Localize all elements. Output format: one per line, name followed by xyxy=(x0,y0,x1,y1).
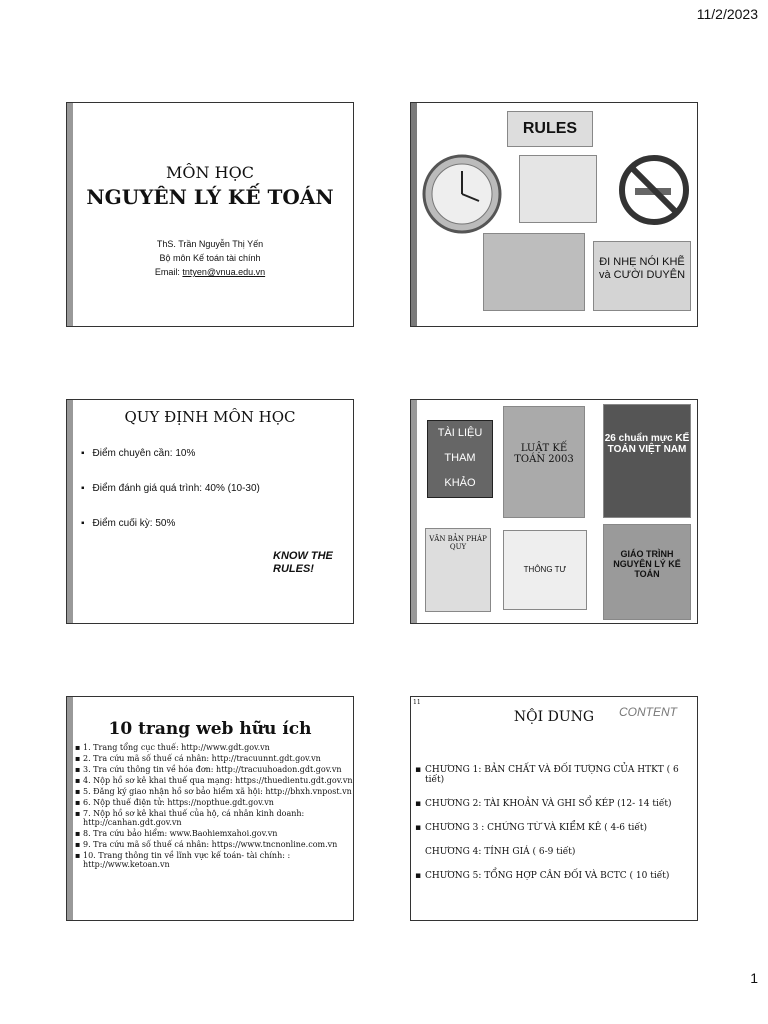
email-link[interactable]: tntyen@vnua.edu.vn xyxy=(182,267,266,277)
slide-title: QUY ĐỊNH MÔN HỌC xyxy=(124,408,296,426)
book-stack-image: VĂN BẢN PHÁP QUY xyxy=(425,528,491,612)
list-item: ▪ 4. Nộp hồ sơ kê khai thuế qua mạng: https://thuedientu.gdt.gov.vn xyxy=(75,776,353,785)
no-smoking-icon xyxy=(617,153,691,227)
course-title: NGUYÊN LÝ KẾ TOÁN xyxy=(86,185,334,209)
book-cover-circular: THÔNG TƯ xyxy=(503,530,587,610)
list-item: ▪ 10. Trang thông tin về lĩnh vực kế toán- tài chính: : http://www.ketoan.vn xyxy=(75,851,353,869)
slide-side-bar xyxy=(67,103,73,326)
slide-side-bar xyxy=(411,400,417,623)
book-cover-accounting-law: LUẬT KẾ TOÁN 2003 xyxy=(503,406,585,518)
slide-useful-websites xyxy=(66,696,354,921)
slide-number: 11 xyxy=(413,699,421,706)
list-item: ▪ 1. Trang tổng cục thuế: http://www.gdt.gov.vn xyxy=(75,743,353,752)
book-cover-textbook: GIÁO TRÌNH NGUYÊN LÝ KẾ TOÁN xyxy=(603,524,691,620)
websites-list xyxy=(75,743,353,871)
slide-title xyxy=(66,102,354,327)
list-item: ▪ Điểm đánh giá quá trình: 40% (10-30) xyxy=(81,483,260,494)
box-line: THAM xyxy=(444,452,476,464)
slide-contents xyxy=(410,696,698,921)
box-line: KHẢO xyxy=(444,477,476,489)
slide-rules-images xyxy=(410,102,698,327)
list-item: ▪ 3. Tra cứu thông tin về hóa đơn: http://tracuuhoadon.gdt.gov.vn xyxy=(75,765,353,774)
email-label: Email: xyxy=(154,267,183,277)
clock-image xyxy=(421,153,503,235)
list-item: ▪ Điểm chuyên cần: 10% xyxy=(81,448,260,459)
list-item: ▪ Điểm cuối kỳ: 50% xyxy=(81,518,260,529)
know-the-rules-image: KNOW THE RULES! xyxy=(273,550,333,575)
list-item: ▪ CHƯƠNG 5: TỔNG HỢP CÂN ĐỐI VÀ BCTC ( 10 tiết) xyxy=(415,871,697,881)
box-line: TÀI LIỆU xyxy=(437,427,483,439)
book-cover-26-standards: 26 chuẩn mực KẾ TOÁN VIỆT NAM xyxy=(603,404,691,518)
list-item: CHƯƠNG 4: TÍNH GIÁ ( 6-9 tiết) xyxy=(425,847,576,857)
course-subtitle: MÔN HỌC xyxy=(166,163,254,182)
students-image xyxy=(483,233,585,311)
list-item: ▪ CHƯƠNG 3 : CHỨNG TỪ VÀ KIỂM KÊ ( 4-6 tiết) xyxy=(415,823,697,833)
slide-title: NỘI DUNG xyxy=(513,709,595,725)
grading-list xyxy=(81,448,260,553)
references-box xyxy=(427,420,493,498)
lecturer-name: ThS. Trần Nguyễn Thị Yến xyxy=(156,239,264,249)
list-item: ▪ 7. Nộp hồ sơ kê khai thuế của hộ, cá nhân kinh doanh: http://canhan.gdt.gov.vn xyxy=(75,809,353,827)
slide-title: 10 trang web hữu ích xyxy=(108,719,312,739)
slide-side-bar xyxy=(67,400,73,623)
print-date: 11/2/2023 xyxy=(696,6,758,22)
chapters-list xyxy=(415,765,697,895)
page-number: 1 xyxy=(750,970,758,986)
email-line xyxy=(67,265,353,279)
list-item: ▪ 2. Tra cứu mã số thuế cá nhân: http://tracuunnt.gdt.gov.vn xyxy=(75,754,353,763)
slide-course-rules xyxy=(66,399,354,624)
list-item: ▪ 6. Nộp thuế điện tử: https://nopthue.gdt.gov.vn xyxy=(75,798,353,807)
slide-side-bar xyxy=(411,103,417,326)
list-item: ▪ 9. Tra cứu mã số thuế cá nhân: https://www.tncnonline.com.vn xyxy=(75,840,353,849)
content-image: CONTENT xyxy=(619,705,677,719)
rules-image: RULES xyxy=(507,111,593,147)
department: Bộ môn Kế toán tài chính xyxy=(159,253,261,263)
list-item: ▪ 5. Đăng ký giao nhận hồ sơ bảo hiểm xã hội: http://bhxh.vnpost.vn xyxy=(75,787,353,796)
slide-references xyxy=(410,399,698,624)
lecturer-info xyxy=(67,237,353,279)
no-signs-image xyxy=(519,155,597,223)
list-item: ▪ 8. Tra cứu bảo hiểm: www.Baohiemxahoi.gov.vn xyxy=(75,829,353,838)
list-item: ▪ CHƯƠNG 1: BẢN CHẤT VÀ ĐỐI TƯỢNG CỦA HTKT ( 6 tiết) xyxy=(415,765,697,785)
list-item: ▪ CHƯƠNG 2: TÀI KHOẢN VÀ GHI SỔ KÉP (12- 14 tiết) xyxy=(415,799,697,809)
etiquette-sign-image: ĐI NHẸ NÓI KHẼ và CƯỜI DUYÊN xyxy=(593,241,691,311)
